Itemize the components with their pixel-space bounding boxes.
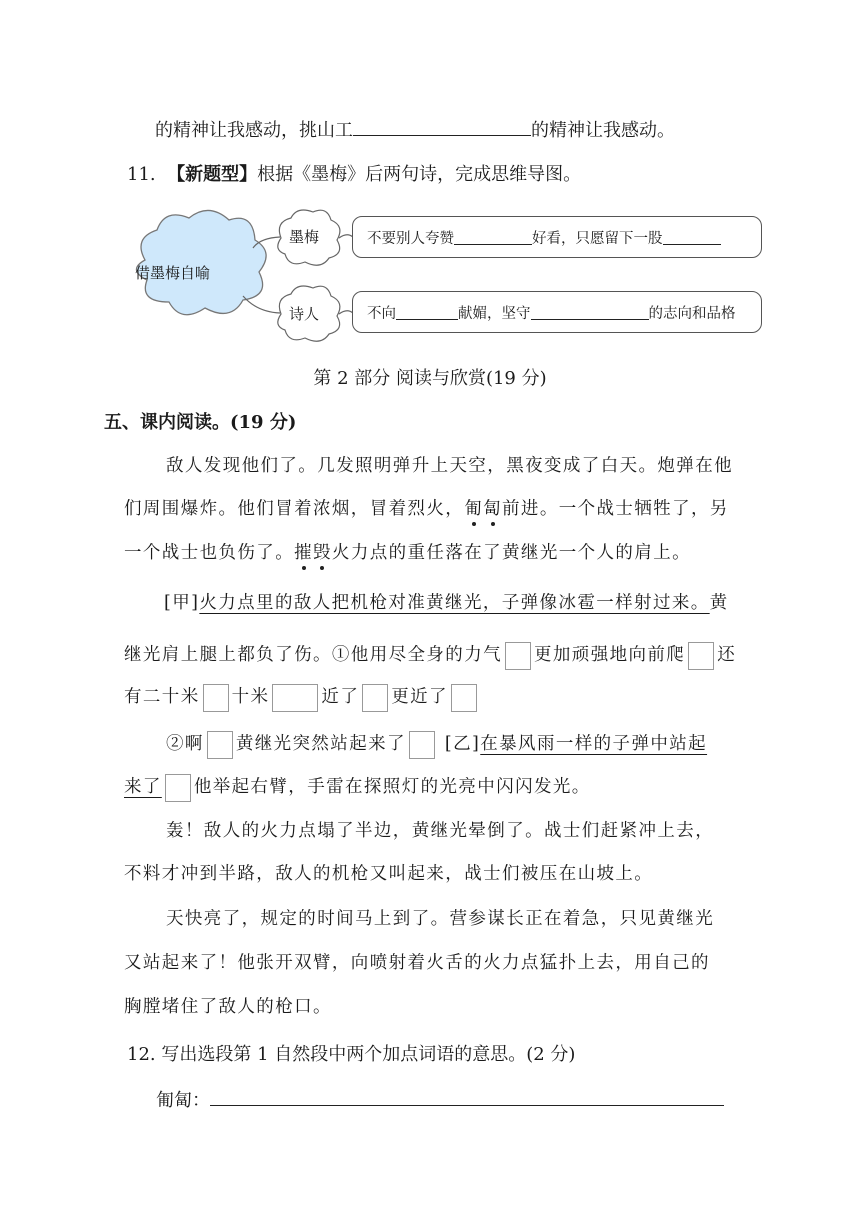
punctuation-box[interactable] xyxy=(505,642,531,670)
passage-line: 一个战士也负伤了。摧毁火力点的重任落在了黄继光一个人的肩上。 xyxy=(124,543,692,563)
emphasis-dot: 摧 xyxy=(294,543,314,563)
passage-line: 来了 他举起右臂，手雷在探照灯的光亮中闪闪发光。 xyxy=(124,773,591,802)
underlined-sentence-yi: 来了 xyxy=(124,777,162,797)
answer-blank[interactable] xyxy=(531,305,649,320)
emphasis-dot: 匍 xyxy=(464,499,484,519)
section-heading: 五、课内阅读。(19 分) xyxy=(104,412,297,433)
emphasis-dot: 匐 xyxy=(483,499,503,519)
passage-line: ②啊 黄继光突然站起来了 [乙]在暴风雨一样的子弹中站起 xyxy=(166,730,707,759)
punctuation-box[interactable] xyxy=(409,731,435,759)
passage-line: 胸膛堵住了敌人的枪口。 xyxy=(124,997,332,1017)
top-fill-line: 的精神让我感动，挑山工 的精神让我感动。 xyxy=(155,116,675,142)
part-title: 第 2 部分 阅读与欣赏(19 分) xyxy=(313,368,547,389)
passage-line: 不料才冲到半路，敌人的机枪又叫起来，战士们被压在山坡上。 xyxy=(124,864,654,884)
node-label-1: 墨梅 xyxy=(289,228,320,246)
emphasis-dot: 毁 xyxy=(313,543,332,563)
connector-node2-box xyxy=(339,311,353,314)
underlined-sentence-jia: 火力点里的敌人把机枪对准黄继光，子弹像冰雹一样射过来。 xyxy=(199,593,710,613)
answer-blank[interactable] xyxy=(663,230,721,245)
passage-line: 们周围爆炸。他们冒着浓烟，冒着烈火，匍匐前进。一个战士牺牲了，另 xyxy=(124,499,729,519)
punctuation-box[interactable] xyxy=(451,684,477,712)
mind-box-2: 不向 献媚，坚守 的志向和品格 xyxy=(352,291,762,333)
center-label: 借墨梅自喻 xyxy=(135,264,211,282)
answer-blank[interactable] xyxy=(454,230,532,245)
punctuation-box[interactable] xyxy=(207,731,233,759)
node-label-2: 诗人 xyxy=(289,305,320,323)
passage-line: 天快亮了，规定的时间马上到了。营参谋长正在着急，只见黄继光 xyxy=(166,909,715,929)
passage-line: 又站起来了！他张开双臂，向喷射着火舌的火力点猛扑上去，用自己的 xyxy=(124,953,710,973)
answer-blank[interactable] xyxy=(396,305,458,320)
passage-line: 轰！敌人的火力点塌了半边，黄继光晕倒了。战士们赶紧冲上去， xyxy=(166,821,715,841)
new-type-tag: 【新题型】 xyxy=(167,164,258,185)
passage-line: 有二十米 十米 近了 更近了 xyxy=(124,683,480,712)
underlined-sentence-yi: 在暴风雨一样的子弹中站起 xyxy=(480,734,708,754)
punctuation-box[interactable] xyxy=(272,684,318,712)
punctuation-box[interactable] xyxy=(362,684,388,712)
punctuation-box[interactable] xyxy=(203,684,229,712)
answer-blank[interactable] xyxy=(210,1087,724,1106)
answer-line-pufu: 匍匐： xyxy=(156,1086,724,1112)
passage-line: 敌人发现他们了。几发照明弹升上天空，黑夜变成了白天。炮弹在他 xyxy=(166,456,733,476)
answer-blank[interactable] xyxy=(353,117,531,136)
question-12: 12. 写出选段第 1 自然段中两个加点词语的意思。(2 分) xyxy=(127,1044,576,1065)
connector-node1-box xyxy=(339,235,353,238)
question-11: 11. 【新题型】根据《墨梅》后两句诗，完成思维导图。 xyxy=(127,164,582,185)
passage-line: 继光肩上腿上都负了伤。①他用尽全身的力气 更加顽强地向前爬 还 xyxy=(124,641,736,670)
punctuation-box[interactable] xyxy=(688,642,714,670)
mind-box-1: 不要别人夸赞 好看，只愿留下一股 xyxy=(352,216,762,258)
punctuation-box[interactable] xyxy=(165,774,191,802)
passage-line: [甲]火力点里的敌人把机枪对准黄继光，子弹像冰雹一样射过来。黄 xyxy=(164,593,729,613)
